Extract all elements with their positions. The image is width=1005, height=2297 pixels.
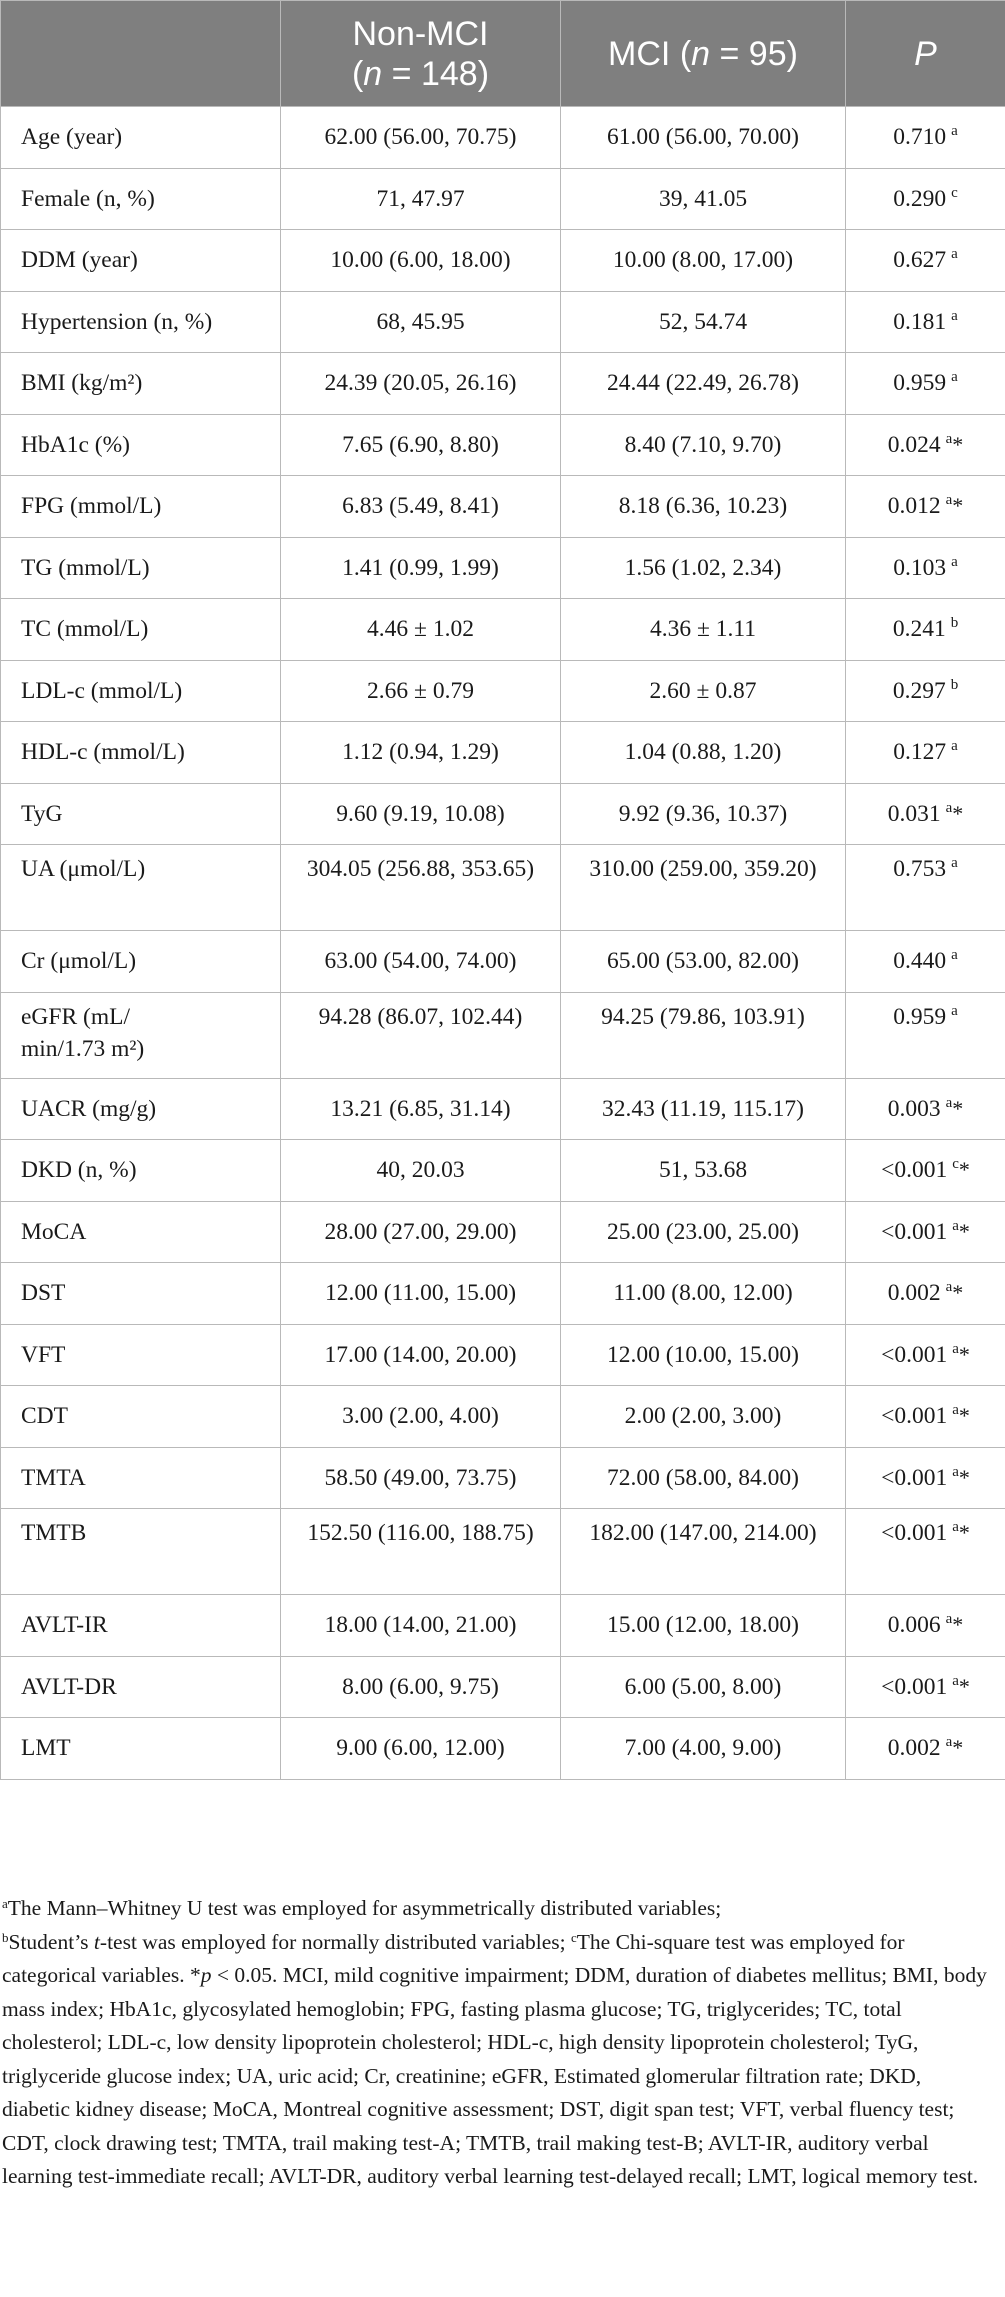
mci-cell: 8.40 (7.10, 9.70) (561, 414, 846, 476)
table-row (1, 1509, 1005, 1595)
non-mci-cell: 63.00 (54.00, 74.00) (281, 931, 561, 993)
header-mci-n: n (691, 34, 711, 73)
header-variable (1, 1, 281, 107)
significance-marker: * (952, 800, 964, 826)
footnote-marker-a: a (2, 1896, 8, 1911)
table-row (1, 992, 1005, 1078)
table-row (1, 107, 1005, 169)
mci-cell: 25.00 (23.00, 25.00) (561, 1201, 846, 1263)
non-mci-cell: 1.41 (0.99, 1.99) (281, 537, 561, 599)
significance-marker: * (952, 493, 964, 519)
table-row (1, 414, 1005, 476)
non-mci-cell: 8.00 (6.00, 9.75) (281, 1656, 561, 1718)
p-value-test-marker: a (952, 1340, 959, 1357)
p-value: <0.001 (881, 1520, 948, 1546)
p-value-test-marker: a (945, 1094, 953, 1111)
p-value-test-marker: a (952, 1463, 959, 1480)
header-non-mci-count: = 148) (382, 54, 490, 93)
p-value: 0.710 (893, 124, 947, 151)
non-mci-cell: 40, 20.03 (281, 1140, 561, 1202)
significance-marker: * (952, 431, 964, 457)
p-value-cell (846, 1263, 1005, 1325)
variable-cell: CDT (1, 1386, 281, 1448)
table-row (1, 537, 1005, 599)
non-mci-cell: 304.05 (256.88, 353.65) (281, 845, 561, 931)
variable-cell: VFT (1, 1324, 281, 1386)
header-mci-label: MCI ( (608, 34, 692, 73)
header-mci-count: = 95) (710, 34, 798, 73)
mci-cell: 61.00 (56.00, 70.00) (561, 107, 846, 169)
p-value-cell (846, 353, 1005, 415)
table-row (1, 845, 1005, 931)
variable-cell: Hypertension (n, %) (1, 291, 281, 353)
variable-cell: LMT (1, 1718, 281, 1780)
footnote-marker-b: b (2, 1929, 9, 1945)
variable-cell: TG (mmol/L) (1, 537, 281, 599)
variable-cell: TMTA (1, 1447, 281, 1509)
non-mci-cell: 10.00 (6.00, 18.00) (281, 230, 561, 292)
p-value-test-marker: b (950, 615, 959, 632)
p-value-test-marker: c (952, 1156, 959, 1173)
table-row (1, 931, 1005, 993)
significance-marker: * (958, 1403, 970, 1429)
p-value-cell (846, 1324, 1005, 1386)
p-value-cell (846, 783, 1005, 845)
non-mci-cell: 2.66 ± 0.79 (281, 660, 561, 722)
variable-cell: HbA1c (%) (1, 414, 281, 476)
variable-cell: LDL-c (mmol/L) (1, 660, 281, 722)
p-value-cell (846, 1509, 1005, 1595)
p-value: 0.006 (887, 1612, 941, 1639)
p-value-test-marker: a (951, 947, 958, 964)
significance-marker: * (958, 1341, 970, 1367)
table-row (1, 722, 1005, 784)
significance-marker: * (958, 1464, 970, 1490)
p-value-test-marker: a (945, 1279, 953, 1296)
non-mci-cell: 94.28 (86.07, 102.44) (281, 992, 561, 1078)
table-row (1, 599, 1005, 661)
variable-cell: eGFR (mL/ min/1.73 m²) (1, 992, 281, 1078)
table-row (1, 230, 1005, 292)
p-value-cell (846, 414, 1005, 476)
footnote-abbreviations: < 0.05. MCI, mild cognitive impairment; DDM, duration of diabetes mellitus; BMI, body mass index; HbA1c, glycosylated hemoglobin; FPG, fasting plasma glucose; TG, triglycerides; TC, total cholesterol; LDL-c, low density lipoprotein cholesterol; HDL-c, high density lipoprotein cholesterol; TyG, triglyceride glucose index; UA, uric acid; Cr, creatinine; eGFR, Estimated glomerular filtration rate; DKD, diabetic kidney disease; MoCA, Montreal cognitive assessment; DST, digit span test; VFT, verbal fluency test; CDT, clock drawing test; TMTA, trail making test-A; TMTB, trail making test-B; AVLT-IR, auditory verbal learning test-immediate recall; AVLT-DR, auditory verbal learning test-delayed recall; LMT, logical memory test. (2, 1963, 987, 2188)
table-footnote (0, 1892, 992, 2194)
p-value-test-marker: a (951, 369, 958, 386)
footnote-a-text: The Mann–Whitney U test was employed for asymmetrically distributed variables; (7, 1896, 722, 1920)
non-mci-cell: 6.83 (5.49, 8.41) (281, 476, 561, 538)
table-row (1, 1263, 1005, 1325)
p-value-test-marker: a (951, 123, 958, 140)
non-mci-cell: 18.00 (14.00, 21.00) (281, 1595, 561, 1657)
p-value: 0.031 (887, 800, 941, 827)
p-value: 0.290 (893, 185, 947, 212)
p-value: 0.241 (892, 616, 946, 643)
footnote-b-t: t (93, 1929, 100, 1954)
p-value-cell (846, 291, 1005, 353)
table-row (1, 1324, 1005, 1386)
table-row (1, 291, 1005, 353)
variable-cell: BMI (kg/m²) (1, 353, 281, 415)
p-value: <0.001 (881, 1218, 948, 1245)
p-value-cell (846, 1201, 1005, 1263)
mci-cell: 2.60 ± 0.87 (561, 660, 846, 722)
header-p-label: P (914, 34, 937, 73)
p-value-test-marker: a (951, 307, 958, 324)
footnote-marker-c: c (571, 1929, 577, 1945)
variable-cell: DKD (n, %) (1, 1140, 281, 1202)
p-value-test-marker: a (951, 1002, 958, 1019)
p-value-test-marker: a (945, 430, 953, 447)
mci-cell: 6.00 (5.00, 8.00) (561, 1656, 846, 1718)
p-value-cell (846, 1718, 1005, 1780)
table-row (1, 1656, 1005, 1718)
mci-cell: 15.00 (12.00, 18.00) (561, 1595, 846, 1657)
p-value: 0.959 (893, 370, 947, 397)
p-value-cell (846, 230, 1005, 292)
table-row (1, 1386, 1005, 1448)
p-value: 0.003 (887, 1095, 941, 1122)
variable-cell: HDL-c (mmol/L) (1, 722, 281, 784)
p-value-test-marker: a (951, 553, 958, 570)
footnote-b-pre: Student’s (8, 1929, 94, 1954)
table-row (1, 1718, 1005, 1780)
variable-cell: FPG (mmol/L) (1, 476, 281, 538)
p-value: 0.002 (887, 1735, 941, 1762)
table-row (1, 476, 1005, 538)
p-value-cell (846, 1078, 1005, 1140)
non-mci-cell: 13.21 (6.85, 31.14) (281, 1078, 561, 1140)
variable-cell: TyG (1, 783, 281, 845)
mci-cell: 2.00 (2.00, 3.00) (561, 1386, 846, 1448)
p-value: <0.001 (881, 1341, 948, 1368)
p-value-test-marker: a (951, 738, 958, 755)
variable-cell: TC (mmol/L) (1, 599, 281, 661)
variable-cell: TMTB (1, 1509, 281, 1595)
mci-cell: 65.00 (53.00, 82.00) (561, 931, 846, 993)
non-mci-cell: 58.50 (49.00, 73.75) (281, 1447, 561, 1509)
p-value: 0.753 (893, 856, 947, 882)
mci-cell: 1.04 (0.88, 1.20) (561, 722, 846, 784)
significance-marker: * (958, 1673, 970, 1699)
non-mci-cell: 28.00 (27.00, 29.00) (281, 1201, 561, 1263)
p-value: <0.001 (881, 1403, 948, 1430)
mci-cell: 51, 53.68 (561, 1140, 846, 1202)
mci-cell: 39, 41.05 (561, 168, 846, 230)
p-value-test-marker: a (952, 1402, 959, 1419)
significance-marker: * (952, 1612, 964, 1638)
non-mci-cell: 1.12 (0.94, 1.29) (281, 722, 561, 784)
mci-cell: 4.36 ± 1.11 (561, 599, 846, 661)
mci-cell: 24.44 (22.49, 26.78) (561, 353, 846, 415)
mci-cell: 72.00 (58.00, 84.00) (561, 1447, 846, 1509)
variable-cell: DST (1, 1263, 281, 1325)
p-value: <0.001 (881, 1157, 948, 1184)
footnote-b-post: -test was employed for normally distributed variables; (99, 1929, 571, 1954)
p-value: 0.959 (893, 1003, 947, 1030)
variable-cell: DDM (year) (1, 230, 281, 292)
mci-cell: 8.18 (6.36, 10.23) (561, 476, 846, 538)
table-row (1, 783, 1005, 845)
table-row (1, 1078, 1005, 1140)
footnote-p-italic: p (200, 1963, 212, 1987)
variable-cell: AVLT-DR (1, 1656, 281, 1718)
variable-cell: AVLT-IR (1, 1595, 281, 1657)
table-row (1, 1140, 1005, 1202)
p-value-test-marker: b (950, 676, 959, 693)
p-value: 0.440 (893, 948, 947, 975)
variable-cell: Age (year) (1, 107, 281, 169)
mci-cell: 32.43 (11.19, 115.17) (561, 1078, 846, 1140)
significance-marker: * (952, 1280, 964, 1306)
p-value: 0.002 (887, 1280, 941, 1307)
p-value-test-marker: a (952, 1519, 959, 1535)
table-body (1, 107, 1005, 1780)
p-value-cell (846, 992, 1005, 1078)
p-value-cell (846, 845, 1005, 931)
p-value-test-marker: c (951, 184, 958, 201)
mci-cell: 7.00 (4.00, 9.00) (561, 1718, 846, 1780)
mci-cell: 9.92 (9.36, 10.37) (561, 783, 846, 845)
p-value-cell (846, 722, 1005, 784)
p-value-cell (846, 1595, 1005, 1657)
p-value-cell (846, 537, 1005, 599)
header-non-mci: Non-MCI (n = 148) (281, 1, 561, 107)
variable-cell: UA (μmol/L) (1, 845, 281, 931)
p-value-test-marker: a (952, 1672, 959, 1689)
p-value-test-marker: a (945, 492, 953, 509)
p-value: 0.181 (893, 308, 947, 335)
table-row (1, 1595, 1005, 1657)
p-value-cell (846, 107, 1005, 169)
mci-cell: 52, 54.74 (561, 291, 846, 353)
p-value: <0.001 (881, 1464, 948, 1491)
mci-cell: 182.00 (147.00, 214.00) (561, 1509, 846, 1595)
p-value: 0.627 (893, 247, 947, 274)
non-mci-cell: 3.00 (2.00, 4.00) (281, 1386, 561, 1448)
non-mci-cell: 71, 47.97 (281, 168, 561, 230)
p-value: <0.001 (881, 1673, 948, 1700)
non-mci-cell: 24.39 (20.05, 26.16) (281, 353, 561, 415)
p-value: 0.012 (887, 493, 941, 520)
p-value: 0.103 (893, 554, 947, 581)
p-value-test-marker: a (945, 1734, 953, 1751)
p-value-test-marker: a (951, 855, 958, 871)
header-p-value (846, 1, 1005, 107)
table-row (1, 1201, 1005, 1263)
mci-cell: 1.56 (1.02, 2.34) (561, 537, 846, 599)
variable-cell: UACR (mg/g) (1, 1078, 281, 1140)
p-value: 0.127 (893, 739, 947, 766)
table-row (1, 660, 1005, 722)
p-value-test-marker: a (945, 1611, 953, 1628)
p-value-cell (846, 660, 1005, 722)
significance-marker: * (952, 1735, 964, 1761)
mci-cell: 10.00 (8.00, 17.00) (561, 230, 846, 292)
non-mci-cell: 17.00 (14.00, 20.00) (281, 1324, 561, 1386)
p-value-cell (846, 1447, 1005, 1509)
p-value-cell (846, 168, 1005, 230)
p-value-test-marker: a (945, 799, 953, 816)
non-mci-cell: 62.00 (56.00, 70.75) (281, 107, 561, 169)
non-mci-cell: 9.00 (6.00, 12.00) (281, 1718, 561, 1780)
header-row (1, 1, 1005, 107)
table-row (1, 1447, 1005, 1509)
header-non-mci-label: Non-MCI (352, 14, 489, 53)
non-mci-cell: 4.46 ± 1.02 (281, 599, 561, 661)
table-header (1, 1, 1005, 107)
significance-marker: * (958, 1157, 970, 1183)
mci-cell: 310.00 (259.00, 359.20) (561, 845, 846, 931)
p-value-cell (846, 476, 1005, 538)
p-value-cell (846, 1386, 1005, 1448)
p-value: 0.297 (892, 677, 946, 704)
table-row (1, 168, 1005, 230)
mci-cell: 12.00 (10.00, 15.00) (561, 1324, 846, 1386)
header-mci (561, 1, 846, 107)
p-value-cell (846, 931, 1005, 993)
mci-cell: 94.25 (79.86, 103.91) (561, 992, 846, 1078)
variable-cell: MoCA (1, 1201, 281, 1263)
non-mci-cell: 7.65 (6.90, 8.80) (281, 414, 561, 476)
non-mci-cell: 68, 45.95 (281, 291, 561, 353)
non-mci-cell: 152.50 (116.00, 188.75) (281, 1509, 561, 1595)
significance-marker: * (952, 1095, 964, 1121)
variable-cell: Cr (μmol/L) (1, 931, 281, 993)
p-value: 0.024 (887, 431, 941, 458)
non-mci-cell: 12.00 (11.00, 15.00) (281, 1263, 561, 1325)
p-value-test-marker: a (952, 1217, 959, 1234)
p-value-cell (846, 1140, 1005, 1202)
non-mci-cell: 9.60 (9.19, 10.08) (281, 783, 561, 845)
p-value-cell (846, 599, 1005, 661)
table-row (1, 353, 1005, 415)
significance-marker: * (958, 1218, 970, 1244)
footnote-c-text: The Chi-square test was employed for categorical variables. * (2, 1929, 905, 1987)
p-value-cell (846, 1656, 1005, 1718)
variable-cell: Female (n, %) (1, 168, 281, 230)
mci-cell: 11.00 (8.00, 12.00) (561, 1263, 846, 1325)
significance-marker: * (958, 1520, 970, 1545)
p-value-test-marker: a (951, 246, 958, 263)
header-non-mci-n: n (363, 54, 383, 93)
